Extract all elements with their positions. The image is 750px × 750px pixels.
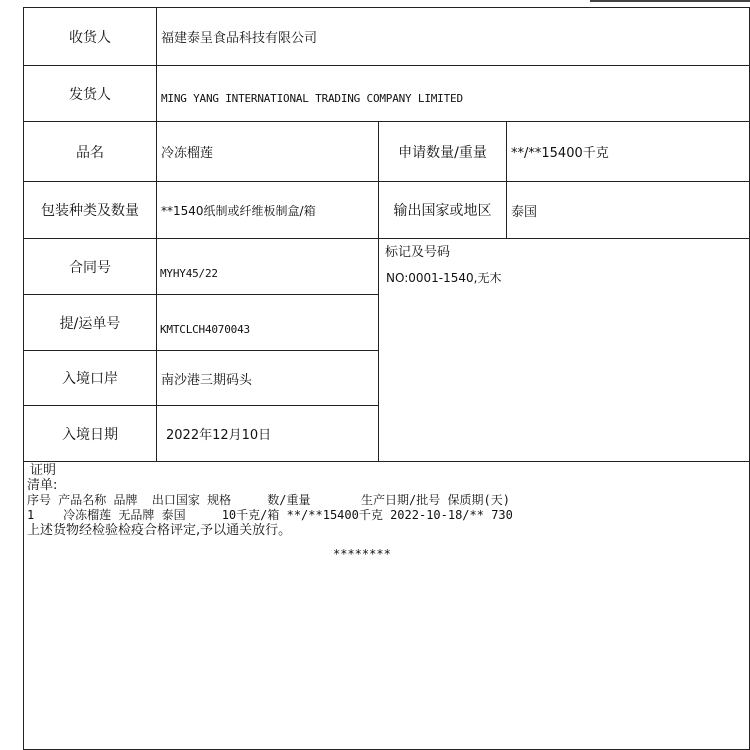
consignor-value: MING YANG INTERNATIONAL TRADING COMPANY LIMITED — [161, 92, 463, 105]
marks-value: NO:0001-1540,无木 — [386, 271, 502, 285]
certificate-title: 证明 — [30, 463, 57, 478]
certificate-form — [23, 7, 750, 750]
quantity-weight-label: 申请数量/重量 — [398, 144, 487, 161]
entry-date-value: 2022年12月10日 — [166, 428, 272, 443]
contract-label: 合同号 — [69, 259, 111, 276]
entry-port-label: 入境口岸 — [62, 371, 118, 387]
origin-label: 输出国家或地区 — [393, 203, 492, 219]
certificate-list-header: 序号 产品名称 品牌 出口国家 规格 数/重量 生产日期/批号 保质期(天) — [27, 493, 510, 507]
bill-of-lading-value: KMTCLCH4070043 — [160, 323, 250, 336]
product-value: 冷冻榴莲 — [161, 146, 214, 161]
certificate-stars: ******** — [333, 547, 391, 561]
product-label: 品名 — [76, 144, 104, 161]
certificate-list-item: 1 冷冻榴莲 无品牌 泰国 10千克/箱 **/**15400千克 2022-10-18/** 730 — [27, 508, 513, 522]
entry-date-label: 入境日期 — [62, 426, 118, 443]
certificate-list-title: 清单: — [27, 478, 58, 493]
quantity-weight-value: **/**15400千克 — [511, 146, 609, 161]
entry-port-value: 南沙港三期码头 — [161, 372, 253, 388]
bill-of-lading-label: 提/运单号 — [59, 315, 121, 332]
certificate-section — [27, 463, 513, 538]
packaging-value: **1540纸制或纤维板制盒/箱 — [161, 203, 316, 218]
consignee-label: 收货人 — [69, 29, 111, 46]
packaging-label: 包装种类及数量 — [41, 203, 139, 219]
row-divider — [24, 461, 750, 462]
top-edge-line — [590, 0, 750, 2]
consignee-value: 福建泰呈食品科技有限公司 — [161, 31, 318, 46]
origin-value: 泰国 — [511, 204, 538, 220]
certificate-conclusion: 上述货物经检验检疫合格评定,予以通关放行。 — [27, 523, 292, 538]
marks-label: 标记及号码 — [385, 245, 451, 260]
contract-value: MYHY45/22 — [160, 267, 218, 280]
consignor-label: 发货人 — [69, 86, 111, 103]
